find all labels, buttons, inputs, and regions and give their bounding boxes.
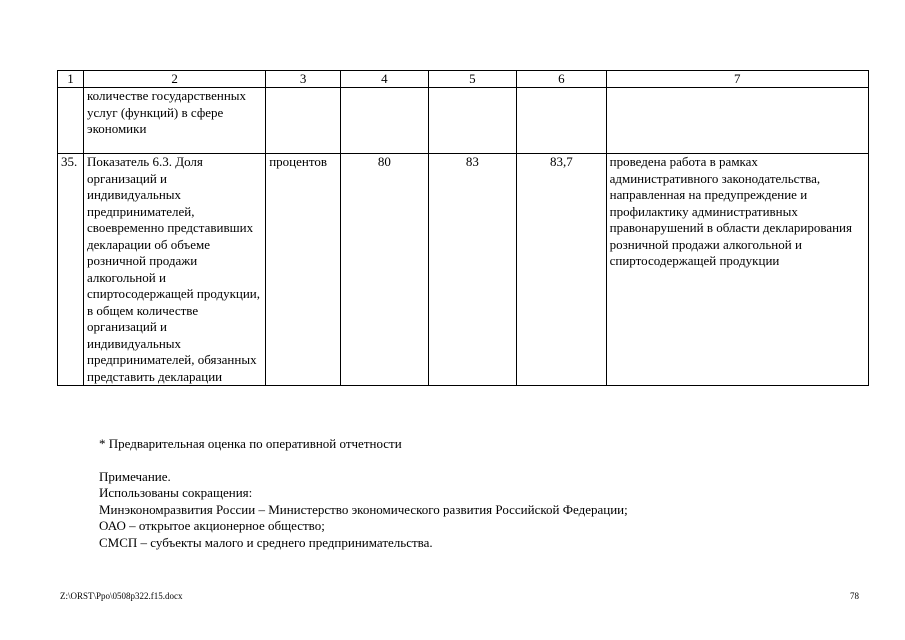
header-cell: 2 (84, 71, 266, 88)
table-cell (266, 88, 341, 154)
value-cell-col5: 83 (428, 154, 516, 386)
footer-file-path: Z:\ORST\Ppo\0508p322.f15.docx (60, 591, 183, 601)
table-cell (606, 88, 868, 154)
header-cell: 7 (606, 71, 868, 88)
indicator-cell: Показатель 6.3. Доля организаций и индивидуальных предпринимателей, своевременно представивших декларации об объеме розничной продажи алкогольной и спиртосодержащей продукции, в общем количестве организаций и индивидуальных предпринимателей, обязанных представить декларации (84, 154, 266, 386)
comment-cell: проведена работа в рамках административного законодательства, направленная на предупреждение и профилактику административных правонарушений в области декларирования розничной продажи алкогольной и спиртосодержащей продукции (606, 154, 868, 386)
table-cell (58, 88, 84, 154)
header-cell: 4 (341, 71, 428, 88)
table-cell (517, 88, 607, 154)
abbreviations-intro: Использованы сокращения: (99, 485, 253, 500)
page-number: 78 (850, 591, 859, 601)
report-table (57, 70, 869, 386)
value-cell-col6: 83,7 (517, 154, 607, 386)
header-cell: 1 (58, 71, 84, 88)
header-cell: 6 (517, 71, 607, 88)
header-cell: 5 (428, 71, 516, 88)
indicator-continuation-cell: количестве государственных услуг (функций) в сфере экономики (84, 88, 266, 154)
table-row-continuation (58, 88, 869, 154)
header-cell: 3 (266, 71, 341, 88)
unit-cell: процентов (266, 154, 341, 386)
abbreviation-item: СМСП – субъекты малого и среднего предпринимательства. (99, 534, 433, 550)
table-header-row (58, 71, 869, 88)
table-row (58, 154, 869, 386)
note-title: Примечание. (99, 468, 171, 484)
notes-section (99, 436, 859, 551)
abbreviation-item: ОАО – открытое акционерное общество; (99, 518, 325, 533)
value-cell-col4: 80 (341, 154, 428, 386)
table-cell (428, 88, 516, 154)
table-cell (341, 88, 428, 154)
estimate-note: * Предварительная оценка по оперативной отчетности (99, 436, 402, 451)
row-number-cell: 35. (58, 154, 84, 386)
abbreviation-item: Минэкономразвития России – Министерство экономического развития Российской Федерации; (99, 501, 628, 517)
